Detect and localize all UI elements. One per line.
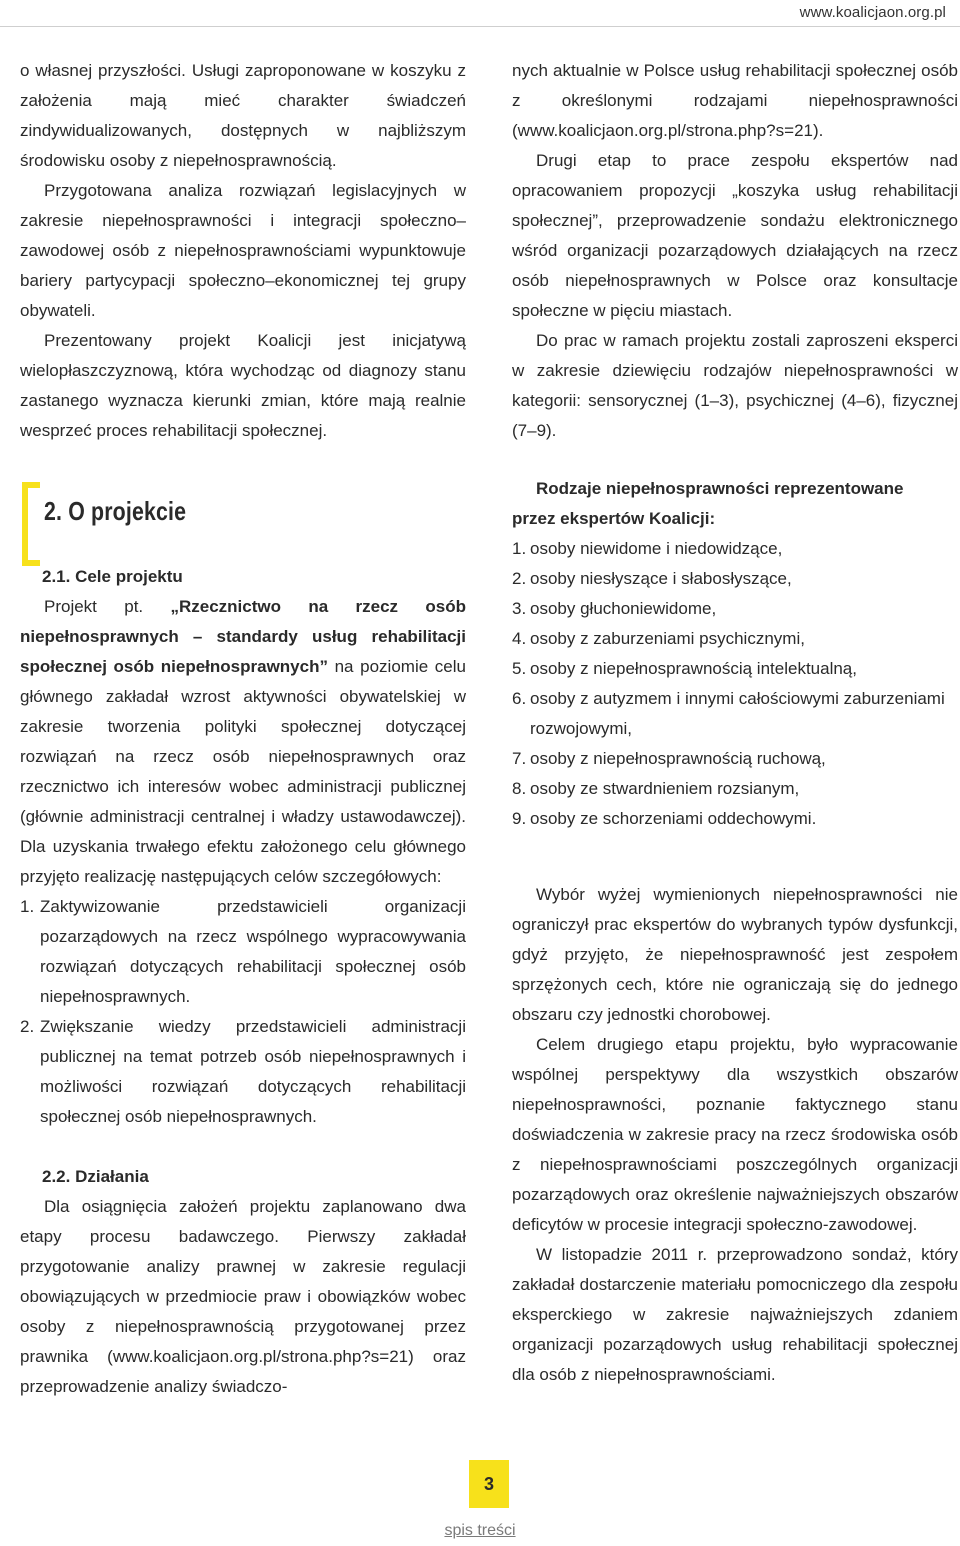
list-item-number: 1.	[512, 539, 527, 558]
list-item-number: 2.	[512, 569, 527, 588]
list-item-number: 7.	[512, 749, 527, 768]
list-item-number: 3.	[512, 599, 527, 618]
paragraph-second-stage: Drugi etap to prace zespołu ekspertów nad opracowaniem propozycji „koszyka usług rehabilitacji społecznej”, przeprowadzenie sondażu elektronicznego wśród organizacji pozarządowych działających na rzecz osób niepełnosprawnych w Polsce oraz konsultacje społeczne w pięciu miastach.	[512, 151, 958, 320]
list-item-text: osoby ze schorzeniami oddechowymi.	[530, 809, 817, 828]
list-item	[512, 684, 958, 744]
page-number: 3	[469, 1460, 509, 1508]
list-item-text: osoby z zaburzeniami psychicznymi,	[530, 629, 805, 648]
site-url[interactable]: www.koalicjaon.org.pl	[799, 4, 946, 21]
list-item	[512, 564, 958, 594]
list-item-text: osoby z niepełnosprawnością ruchową,	[530, 749, 826, 768]
spacer	[20, 1132, 466, 1162]
left-column-bottom	[20, 562, 466, 1402]
list-item-text: Zwiększanie wiedzy przedstawicieli administracji publicznej na temat potrzeb osób niepełnosprawnych i możliwości rozwiązań dotyczących rehabilitacji społecznej osób niepełnosprawnych.	[40, 1017, 466, 1126]
disability-types-title: Rodzaje niepełnosprawności reprezentowane	[536, 479, 904, 498]
paragraph-project-initiative: Prezentowany projekt Koalicji jest inicjatywą wielopłaszczyznową, która wychodząc od diagnozy stanu zastanego wyznacza kierunki zmian, które mają realnie wesprzeć proces rehabilitacji społecznej.	[20, 331, 466, 440]
list-item	[512, 534, 958, 564]
list-item	[20, 1012, 466, 1132]
list-item-text: osoby niesłyszące i słabosłyszące,	[530, 569, 792, 588]
list-item-number: 9.	[512, 809, 527, 828]
intro-prefix: Projekt pt.	[44, 597, 171, 616]
paragraph-experts: Do prac w ramach projektu zostali zaproszeni eksperci w zakresie dziewięciu rodzajów niepełnosprawności w kategorii: sensorycznej (1–3), psychicznej (4–6), fizycznej (7–9).	[512, 331, 958, 440]
list-item-number: 4.	[512, 629, 527, 648]
paragraph-continued: o własnej przyszłości. Usługi zaproponowane w koszyku z założenia mają mieć charakter świadczeń zindywidualizowanych, dostępnych w najbliższym środowisku osoby z niepełnosprawnością.	[20, 61, 466, 170]
subsection-heading-actions: 2.2. Działania	[42, 1167, 149, 1186]
list-item	[20, 892, 466, 1012]
list-item	[512, 804, 958, 834]
header-divider	[0, 26, 960, 27]
list-item	[512, 594, 958, 624]
list-item-text: Zaktywizowanie przedstawicieli organizacji pozarządowych na rzecz wspólnego wypracowywania rozwiązań dotyczących rehabilitacji społecznej osób niepełnosprawnych.	[40, 897, 466, 1006]
list-item-text: osoby ze stwardnieniem rozsianym,	[530, 779, 800, 798]
paragraph-second-stage-goal: Celem drugiego etapu projektu, było wypracowanie wspólnej perspektywy dla wszystkich obszarów niepełnosprawności, poznanie faktycznego stanu doświadczenia w zakresie pracy na rzecz środowiska osób z niepełnosprawnościami poszczególnych organizacji pozarządowych oraz określenie najważniejszych obszarów deficytów w procesie integracji społeczno-zawodowej.	[512, 1035, 958, 1234]
list-item-text: osoby niewidome i niedowidzące,	[530, 539, 783, 558]
right-column-bottom	[512, 474, 958, 1390]
spacer	[512, 834, 958, 880]
list-item	[512, 774, 958, 804]
list-item	[512, 654, 958, 684]
section-heading: 2. O projekcie	[44, 496, 187, 526]
disability-types-title-line2: przez ekspertów Koalicji:	[512, 509, 716, 528]
list-item-text: osoby z niepełnosprawnością intelektualną,	[530, 659, 857, 678]
list-item	[512, 744, 958, 774]
paragraph-legislation-analysis: Przygotowana analiza rozwiązań legislacyjnych w zakresie niepełnosprawności i integracji społeczno–zawodowej osób z niepełnosprawnościami wypunktowuje bariery partycypacji społeczno–ekonomicznej tej grupy obywateli.	[20, 181, 466, 320]
paragraph-actions: Dla osiągnięcia założeń projektu zaplanowano dwa etapy procesu badawczego. Pierwszy zakładał przygotowanie analizy prawnej w zakresie regulacji obowiązujących w przedmiocie praw i obowiązków wobec osoby z niepełnosprawnością przygotowanej przez prawnika (www.koalicjaon.org.pl/strona.php?s=21) oraz przeprowadzenie analizy świadczo-	[20, 1197, 466, 1396]
project-title: „Rzecznictwo na rzecz osób niepełnosprawnych – standardy usług rehabilitacji społecznej osób niepełnosprawnych”	[20, 597, 466, 676]
list-item	[512, 624, 958, 654]
right-column-top	[512, 56, 958, 446]
intro-suffix: na poziomie celu głównego zakładał wzrost aktywności obywatelskiej w zakresie tworzenia polityki społecznej dotyczącej rozwiązań na rzecz osób niepełnosprawnych oraz rzecznictwo ich interesów wobec administracji publicznej (głównie administracji centralnej i władzy ustawodawczej). Dla uzyskania trwałego efektu założonego celu głównego przyjęto realizację następujących celów szczegółowych:	[20, 657, 466, 886]
list-item-number: 1.	[20, 897, 35, 916]
left-column-top	[20, 56, 466, 446]
list-item-text: osoby głuchoniewidome,	[530, 599, 717, 618]
list-item-number: 8.	[512, 779, 527, 798]
paragraph-selection: Wybór wyżej wymienionych niepełnosprawności nie ograniczył prac ekspertów do wybranych typów dysfunkcji, gdyż przyjęto, że niepełnosprawność jest zespołem sprzężonych cech, które nie ograniczają się do jednego obszaru czy jednostki chorobowej.	[512, 885, 958, 1024]
table-of-contents-link[interactable]: spis treści	[444, 1522, 516, 1539]
goals-list	[20, 892, 466, 1132]
paragraph-continued-services: nych aktualnie w Polsce usług rehabilitacji społecznej osób z określonymi rodzajami niepełnosprawności (www.koalicjaon.org.pl/strona.php?s=21).	[512, 61, 958, 140]
subsection-heading-goals: 2.1. Cele projektu	[42, 567, 183, 586]
paragraph-project-goal	[20, 592, 466, 892]
list-item-number: 6.	[512, 689, 527, 708]
paragraph-survey: W listopadzie 2011 r. przeprowadzono sondaż, który zakładał dostarczenie materiału pomocniczego dla zespołu eksperckiego w zakresie najważniejszych zdaniem organizacji pozarządowych usług rehabilitacji społecznej dla osób z niepełnosprawnościami.	[512, 1245, 958, 1384]
section-bracket-decoration	[22, 482, 40, 566]
list-item-number: 2.	[20, 1017, 35, 1036]
list-item-text: osoby z autyzmem i innymi całościowymi zaburzeniami rozwojowymi,	[530, 689, 945, 738]
list-item-number: 5.	[512, 659, 527, 678]
disability-types-list	[512, 534, 958, 834]
